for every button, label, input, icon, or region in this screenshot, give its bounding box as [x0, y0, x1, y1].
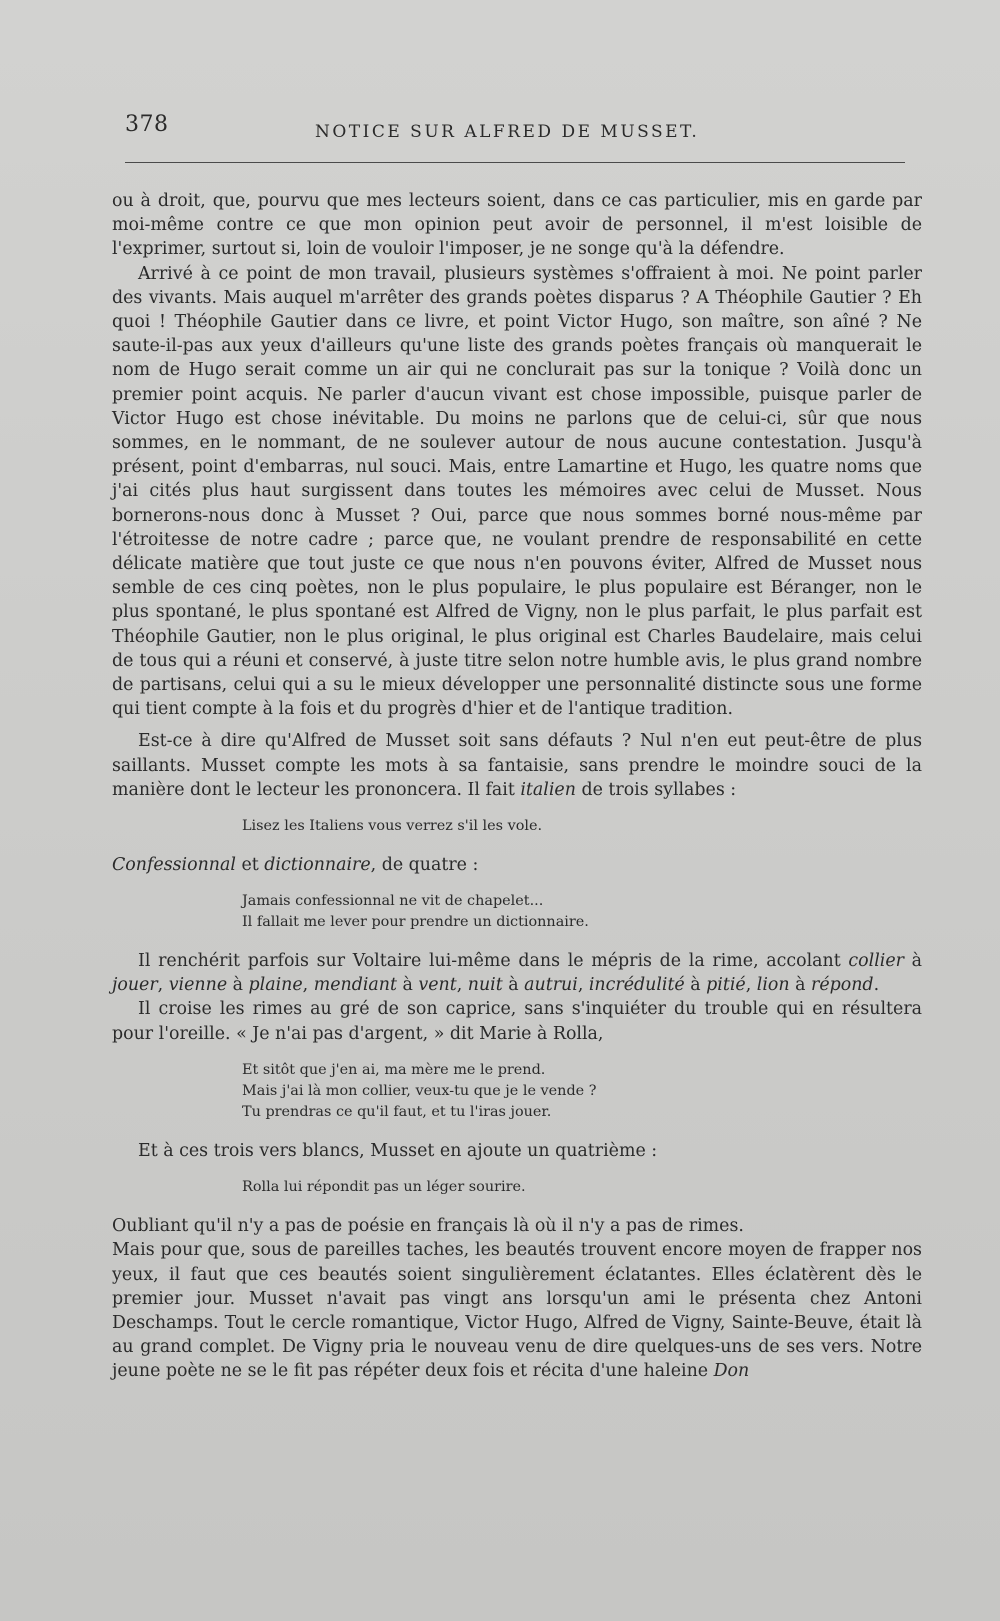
body-text [112, 189, 922, 1384]
page-header [125, 112, 905, 152]
verse-quote-1 [242, 816, 922, 837]
italic-word: dictionnaire [264, 855, 371, 876]
text: Il renchérit parfois sur Voltaire lui-même dans le mépris de la rime, accolant [138, 951, 849, 972]
italic-word: nuit [467, 975, 503, 996]
italic-word: vienne [168, 975, 228, 996]
paragraph-3-text: Est-ce à dire qu'Alfred de Musset soit sans défauts ? Nul n'en eut peut-être de plus saillants. Musset compte les mots à sa fantaisie, sans prendre le moindre souci de la manière dont le lecteur les prononcera. Il fait [112, 731, 922, 800]
verse-line: Il fallait me lever pour prendre un dictionnaire. [242, 914, 589, 931]
italic-word: répond [811, 975, 874, 996]
italic-word: Confessionnal [112, 855, 236, 876]
verse-quote-4 [242, 1177, 922, 1198]
verse-line: Et sitôt que j'en ai, ma mère me le prend. [242, 1061, 546, 1078]
italic-word: jouer [112, 975, 158, 996]
verse-quote-2 [242, 891, 922, 933]
verse-line: Lisez les Italiens vous verrez s'il les vole. [242, 818, 543, 835]
text: , [745, 975, 757, 996]
text: , [456, 975, 468, 996]
paragraph-3-end: de trois syllabes : [575, 779, 737, 800]
verse-line: Mais j'ai là mon collier, veux-tu que je le vende ? [242, 1082, 597, 1099]
paragraph-4-end: , de quatre : [370, 855, 479, 876]
paragraph-1: ou à droit, que, pourvu que mes lecteurs soient, dans ce cas particulier, mis en garde par moi-même contre ce que mon opinion peut avoir de personnel, il m'est loisible de l'exprimer, surtout si, loin de vouloir l'imposer, je ne songe qu'à la défendre. [112, 191, 922, 260]
running-title: NOTICE SUR ALFRED DE MUSSET. [315, 122, 700, 142]
header-rule [125, 162, 905, 163]
paragraph-8: Oubliant qu'il n'y a pas de poésie en français là où il n'y a pas de rimes. [112, 1216, 744, 1237]
paragraph-9 [112, 1238, 922, 1383]
italic-word: lion [756, 975, 790, 996]
italic-word: pitié [706, 975, 746, 996]
text: , [302, 975, 314, 996]
paragraph-9-text: Mais pour que, sous de pareilles taches, les beautés trouvent encore moyen de frapper nos yeux, il faut que ces beautés soient singulièrement éclatantes. Elles éclatèrent dès le premier jour. Musset n'avait pas vingt ans lorsqu'un ami le présenta chez Antoni Deschamps. Tout le cercle romantique, Victor Hugo, Alfred de Vigny, Sainte-Beuve, était là au grand complet. De Vigny pria le nouveau venu de dire quelques-uns de ses vers. Notre jeune poète ne se le fit pas répéter deux fois et récita d'une haleine [112, 1240, 922, 1382]
italic-word: autrui [524, 975, 578, 996]
italic-word: incrédulité [588, 975, 685, 996]
text: à [684, 975, 707, 996]
verse-quote-3 [242, 1060, 922, 1123]
paragraph-4 [112, 853, 922, 877]
verse-line: Rolla lui répondit pas un léger sourire. [242, 1179, 526, 1196]
text: , [157, 975, 169, 996]
text: à [903, 951, 922, 972]
paragraph-6: Il croise les rimes au gré de son caprice, sans s'inquiéter du trouble qui en résultera pour l'oreille. « Je n'ai pas d'argent, » dit Marie à Rolla, [112, 999, 922, 1044]
verse-line: Tu prendras ce qu'il faut, et tu l'iras jouer. [242, 1103, 552, 1120]
italic-word: collier [848, 951, 904, 972]
paragraph-4-text: et [235, 855, 265, 876]
spacer [112, 721, 922, 729]
italic-word: vent [418, 975, 457, 996]
text: à [227, 975, 249, 996]
paragraph-3 [112, 729, 922, 802]
text: à [789, 975, 812, 996]
italic-word: Don [713, 1361, 750, 1382]
text: à [396, 975, 419, 996]
italic-word: plaine [248, 975, 303, 996]
text: , [577, 975, 589, 996]
paragraph-7: Et à ces trois vers blancs, Musset en ajoute un quatrième : [138, 1140, 658, 1161]
verse-line: Jamais confessionnal ne vit de chapelet... [242, 893, 544, 910]
page-number: 378 [125, 112, 169, 137]
italic-word: italien [520, 779, 576, 800]
paragraph-5 [112, 949, 922, 997]
text: à [502, 975, 525, 996]
text: . [873, 975, 880, 996]
italic-word: mendiant [313, 975, 397, 996]
paragraph-2: Arrivé à ce point de mon travail, plusieurs systèmes s'offraient à moi. Ne point parler des vivants. Mais auquel m'arrêter des grands poètes disparus ? A Théophile Gautier ? Eh quoi ! Théophile Gautier dans ce livre, et point Victor Hugo, son maître, son aîné ? Ne saute-il-pas aux yeux d'ailleurs qu'une liste des grands poètes français où manquerait le nom de Hugo serait comme un air qui ne conclurait pas sur la tonique ? Voilà donc un premier point acquis. Ne parler d'aucun vivant est chose impossible, puisque parler de Victor Hugo est chose inévitable. Du moins ne parlons que de celui-ci, sûr que nous sommes, en le nommant, de ne soulever autour de nous aucune contestation. Jusqu'à présent, point d'embarras, nul souci. Mais, entre Lamartine et Hugo, les quatre noms que j'ai cités plus haut surgissent dans toutes les mémoires avec celui de Musset. Nous bornerons-nous donc à Musset ? Oui, parce que nous sommes borné nous-même par l'étroitesse de notre cadre ; parce que, ne voulant prendre de responsabilité en cette délicate matière que tout juste ce que nous n'en pouvons éviter, Alfred de Musset nous semble de ces cinq poètes, non le plus populaire, le plus populaire est Béranger, non le plus spontané, le plus spontané est Alfred de Vigny, non le plus parfait, le plus parfait est Théophile Gautier, non le plus original, le plus original est Charles Baudelaire, mais celui de tous qui a réuni et conservé, à juste titre selon notre humble avis, le plus grand nombre de partisans, celui qui a su le mieux développer une personnalité distincte sous une forme qui tient compte à la fois et du progrès d'hier et de l'antique tradition. [112, 263, 922, 720]
